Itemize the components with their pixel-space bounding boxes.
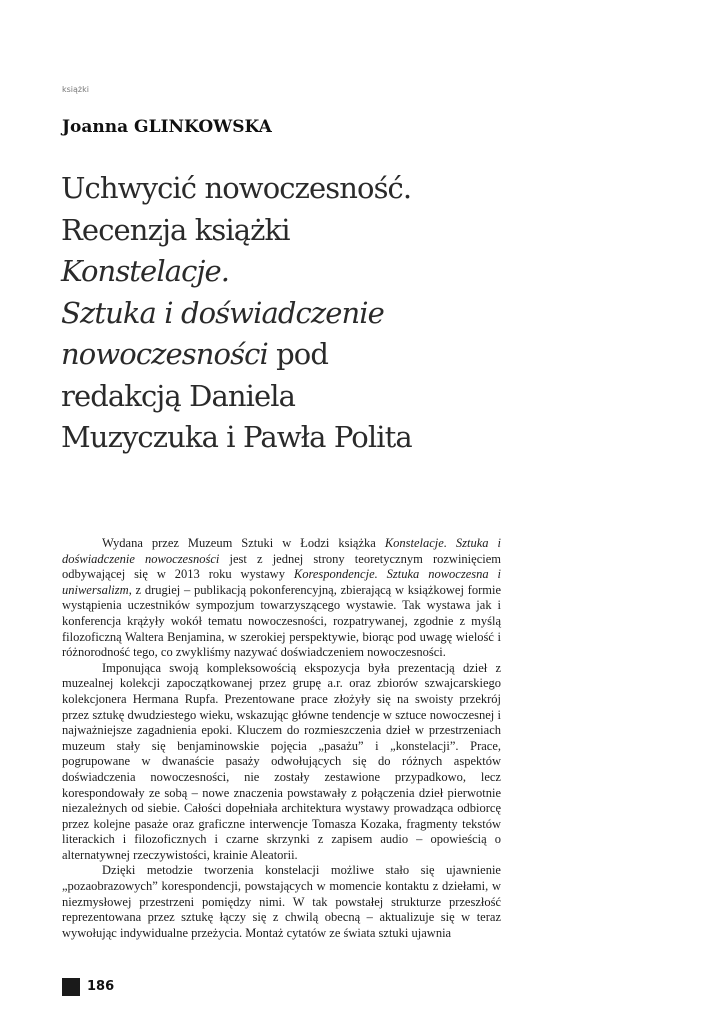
paragraph-text: Wydana przez Muzeum Sztuki w Łodzi książka <box>102 536 385 550</box>
author-name: Joanna GLINKOWSKA <box>62 117 272 137</box>
title-line <box>61 334 521 376</box>
section-label: książki <box>62 85 89 94</box>
title-line <box>61 293 521 335</box>
title-line-text: pod <box>267 337 329 371</box>
title-line-text: nowoczesności <box>61 337 268 371</box>
page-marker <box>62 978 80 996</box>
title-line-text: Konstelacje. <box>61 254 230 288</box>
article-body <box>62 536 501 941</box>
italic-text: Konstelacje. Sztuka i doświadczenie nowoczesności <box>62 536 502 566</box>
paragraph-text: jest z jednej strony teoretycznym rozwinięciem odbywającej się w 2013 roku wystawy <box>62 551 501 582</box>
title-line-text: Muzyczuka i Pawła Polita <box>61 420 412 454</box>
paragraph-text: Imponująca swoją kompleksowością ekspozycja była prezentacją dzieł z muzealnej kolekcji zapoczątkowanej przez grupę a.r. oraz zbiorów szwajcarskiego kolekcjonera Hermana Rupfa. Prezentowane prace złożyły się na swoisty przekrój przez sztukę dwudziestego wieku, wskazując główne tendencje w sztuce nowoczesnej i najważniejsze zagadnienia epoki. Kluczem do rozmieszczenia dzieł w przestrzeniach muzeum stały się benjaminowskie pojęcia „pasażu” i „konstelacji”. Prace, pogrupowane w dwanaście pasaży odwołujących się do różnych aspektów doświadczenia nowoczesności, nie zostały zestawione przypadkowo, lecz korespondowały ze sobą – nowe znaczenia powstawały z połączenia dzieł pierwotnie niezależnych od siebie. Całości dopełniała architektura wystawy prowadząca odbiorcę przez kolejne pasaże oraz graficzne interwencje Tomasza Kozaka, fragmenty tekstów literackich i filozoficznych i czarne skrzynki z zapisem audio – opowieścią o alternatywnej rzeczywistości, krainie Aleatorii. <box>62 660 501 862</box>
title-line-text: redakcją Daniela <box>61 378 296 413</box>
title-line <box>61 168 521 210</box>
title-line <box>61 210 521 252</box>
title-line-text: Recenzja książki <box>61 212 290 247</box>
title-line-text: Sztuka i doświadczenie <box>61 295 384 330</box>
paragraph <box>62 661 501 864</box>
paragraph-text: Dzięki metodzie tworzenia konstelacji możliwe stało się ujawnienie „pozaobrazowych” korespondencji, powstających w momencie kontaktu z dziełami, w niezmysłowej przestrzeni pomiędzy nimi. W tak powstałej strukturze przeszłość reprezentowana przez sztukę łączy się z chwilą obecną – aktualizuje się w teraz wywołując indywidualne przeżycia. Montaż cytatów ze świata sztuki ujawnia <box>62 863 501 940</box>
title-line <box>61 251 521 293</box>
italic-text: Korespondencje. Sztuka nowoczesna i uniwersalizm <box>62 567 501 597</box>
page-number: 186 <box>87 979 115 994</box>
article-title <box>61 168 521 459</box>
title-line <box>61 417 521 459</box>
paragraph-text: , z drugiej – publikacją pokonferencyjną, zbierającą w książkowej formie wystąpienia uczestników sympozjum towarzyszącego wystawie. Tak wystawa jak i konferencja krążyły wokół tematu nowoczesności, rozpatrywanej, zgodnie z myślą filozoficzną Waltera Benjamina, w szerokiej perspektywie, biorąc pod uwagę wielość i różnorodność tego, co zwykliśmy nazywać doświadczeniem nowoczesności. <box>62 582 501 660</box>
paragraph <box>62 863 501 941</box>
title-line <box>61 376 521 418</box>
title-line-text: Uchwycić nowoczesność. <box>61 171 412 205</box>
paragraph <box>62 536 501 661</box>
